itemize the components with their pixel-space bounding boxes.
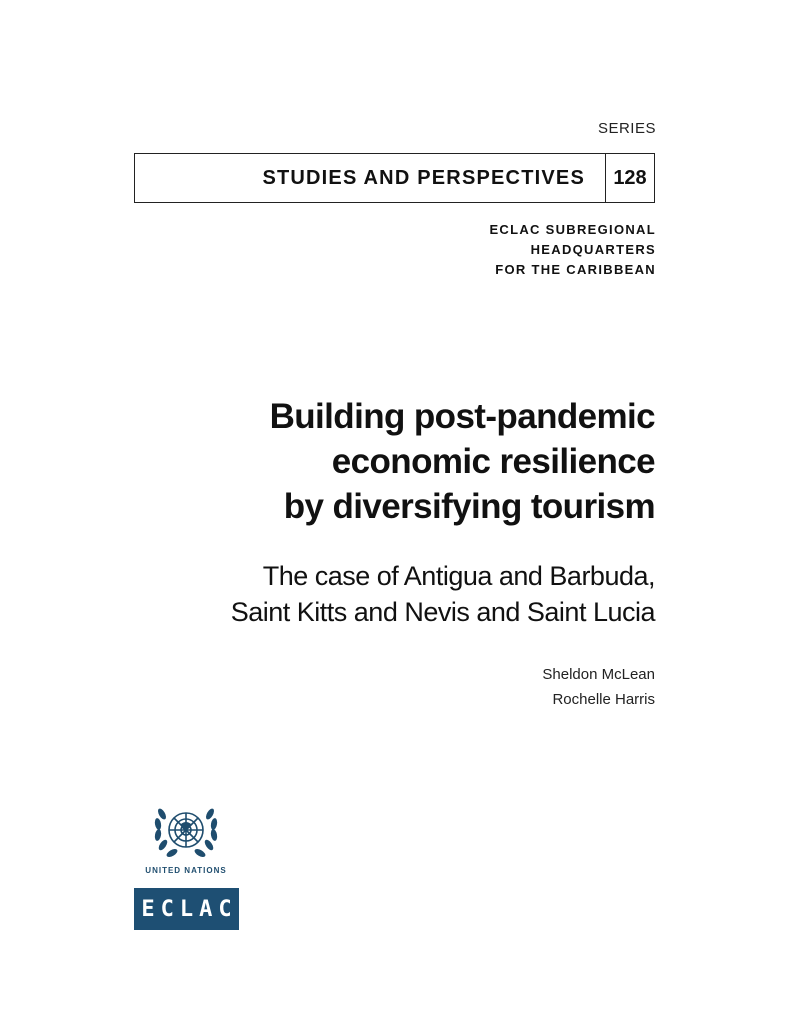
headquarters-line: FOR THE CARIBBEAN [495,262,656,277]
un-emblem-icon [148,800,224,864]
series-box [134,153,655,203]
series-label: SERIES [597,120,656,137]
headquarters-block [489,220,656,280]
authors-list [542,662,655,712]
title-line: by diversifying tourism [283,487,655,526]
document-title [270,394,655,529]
eclac-logo [134,888,239,930]
headquarters-line: ECLAC SUBREGIONAL [489,222,656,237]
series-number: 128 [605,154,654,202]
un-label: UNITED NATIONS [145,866,227,875]
document-subtitle [231,558,655,630]
subtitle-line: The case of Antigua and Barbuda, [262,561,655,591]
author-name: Sheldon McLean [542,666,655,683]
title-line: economic resilience [331,442,655,481]
headquarters-line: HEADQUARTERS [530,242,656,257]
eclac-logo-text: ECLAC [141,896,238,922]
series-name: STUDIES AND PERSPECTIVES [262,166,585,189]
title-line: Building post-pandemic [269,397,655,436]
author-name: Rochelle Harris [552,691,655,708]
subtitle-line: Saint Kitts and Nevis and Saint Lucia [230,597,655,627]
